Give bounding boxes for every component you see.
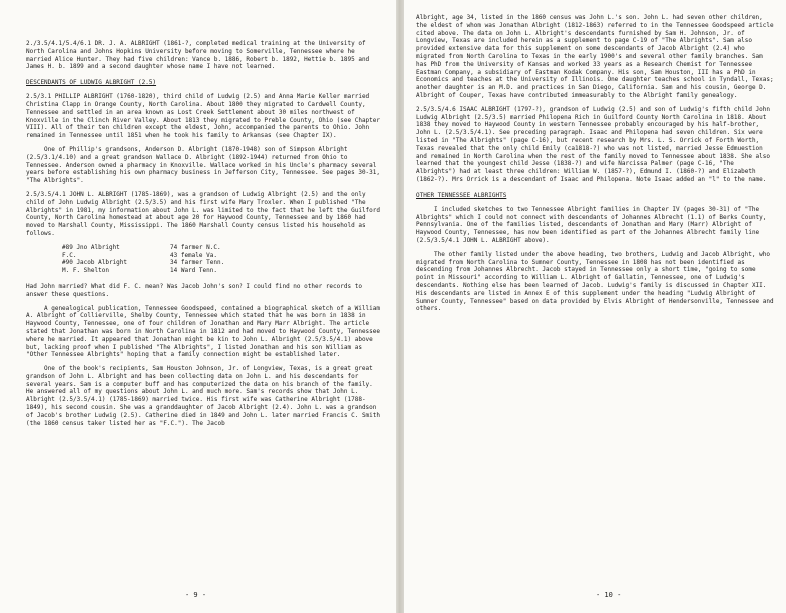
paragraph-grandsons: One of Phillip's grandsons, Anderson D. Albright (1870-1948) son of Simpson Albright (2.5/3.1/4.10) and a great grandson Wallace D. Albright (1892-1944) returned from Ohio to Tennessee. Anderson owned a pharmacy in Knoxville. Wallace worked in his Uncle's pharmacy several years before establishing his own pharmacy business in Jefferson City, Tennessee. See pages 30-31, "The Albrights". — [26, 145, 381, 185]
paragraph-questions: Had John married? What did F. C. mean? Was Jacob John's son? I could find no other records to answer these questions. — [26, 282, 362, 298]
paragraph-ja-albright: 2./3.5/4.1/5.4/6.1 DR. J. A. ALBRIGHT (1861-?, completed medical training at the University of North Carolina and Johns Hopkins University before moving to Somerville, Tennessee where he married Alice Hunter. They had five children: Vance b. 1886, Robert b. 1892, Hettie b. 1895 and James H. b. 1899 and a second daughter whose name I have not learned. — [26, 40, 370, 71]
census-row — [62, 244, 382, 252]
census-name: #89 Jno Albright — [62, 243, 120, 251]
census-name: M. F. Shelton — [62, 267, 109, 275]
paragraph-other-family: The other family listed under the above heading, two brothers, Ludwig and Jacob Albright, who migrated from North Carolina to Sumner County, Tennessee in 1808 has not been identified as descending from Johannes Albrecht. Jacob stayed in Tennessee only a short time, "going to some point in Missouri" according to William L. Albright of Gallatin, Tennessee, one of Ludwig's descendants. Nothing else has been learned of Jacob. Ludwig's family is discussed in Chapter XII. His descendants are listed in Annex E of this supplement under the heading "Ludwig Albright of Sumner County, Tennessee" based on data provided by Elvis Albright of Hendersonville, Tennessee and others. — [416, 250, 774, 313]
paragraph-goodspeed: A genealogical publication, Tennessee Goodspeed, contained a biographical sketch of a William A. Albright of Collierville, Shelby County, Tennessee which stated that he was born in 1838 in Haywood County, Tennessee, one of four children of Jonathan and Mary Marr Albright. The article stated that Jonathan was born in North Carolina in 1812 and had moved to Haywood County, Tennessee where he married. It appeared that Jonathan might be kin to John L. Albright (2.5/3.5/4.1) above but, lacking proof when I published "The Albrights", I listed Jonathan and his son William as "Other Tennessee Albrights" hoping that a family connection might be established later. — [26, 304, 381, 359]
paragraph-john-l-albright: 2.5/3.5/4.1 JOHN L. ALBRIGHT (1785-1869), was a grandson of Ludwig Albright (2.5) and the only child of John Ludwig Albright (2.5/3.5) and his first wife Mary Troxler. When I published "The Albrights" in 1981, my information about John L. was limited to the fact that he left the Guilford County, North Carolina homestead at about age 20 for Haywood County, Tennessee and by 1860 had moved to Marshall County, Mississippi. The 1860 Marshall County census listed his household as follows. — [26, 190, 381, 237]
census-name: F.C. — [62, 251, 77, 259]
section-heading-other-tennessee: OTHER TENNESSEE ALBRIGHTS — [416, 191, 507, 199]
census-table — [62, 244, 382, 275]
census-details: 43 female Va. — [170, 251, 217, 259]
paragraph-isaac-albright: 2.5/3.5/4.6 ISAAC ALBRIGHT (1797-?), grandson of Ludwig (2.5) and son of Ludwig's fifth child John Ludwig Albright (2.5/3.5) married Philopena Rich in Guilford County North Carolina in 1818. About 1838 they moved to Haywood County in western Tennessee probably encouraged by his half-brother, John L. (2.5/3.5/4.1). See preceding paragraph. Isaac and Philopena had seven children. Six were listed in "The Albrights" (page C-16), but recent research by Mrs. L. S. Orrick of Forth Worth, Texas revealed that the only child Emily (ca1818-?) who was not listed, married Jesse Edmuestion and remained in North Carolina when the rest of the family moved to Tennessee about 1838. She also learned that the youngest child Jesse (1838-?) and wife Narcissa Palmer (page C-16, "The Albrights") had at least three children: William W. (1857-?), Edmund I. (1860-?) and Elizabeth (1862-?). Mrs Orrick is a descendant of Isaac and Philopena. Note Isaac added an "l" to the name. — [416, 105, 771, 183]
census-row — [62, 252, 382, 260]
left-column — [26, 40, 382, 433]
book-gutter — [396, 0, 404, 613]
paragraph-jacob-continued: Albright, age 34, listed in the 1860 census was John L.'s son. John L. had seven other children, the eldest of whom was Jonathan Albright (1812-1863) referred to in the Tennessee Goodspeed article cited above. The data on John L. Albright's descendants furnished by Sam H. Johnson, Jr. of Longview, Texas are included herein as a supplement to page C-19 of "The Albrights". Sam also provided extensive data for this supplement on some descendants of Jacob Albright (2.4) who migrated from North Carolina to Texas in the early 1900's and several other family branches. Sam has PhD from the University of Kansas and worked 33 years as a Research Chemist for Tennessee Eastman Company, a subsidiary of Eastman Kodak Company. His son, Sam Houston, III has a PhD in Economics and teaches at the University of Illinois. One daughter teaches school in Tyndall, Texas; another daughter is an M.D. and practices in San Diego, California. Sam and his cousin, George D. Albright of Couper, Texas have contributed immeasurably to the Albright family genealogy. — [416, 14, 774, 99]
section-heading-ludwig: DESCENDANTS OF LUDWIG ALBRIGHT (2.5) — [26, 79, 157, 87]
page-number-left: - 9 - — [185, 591, 207, 599]
right-page — [404, 0, 786, 613]
page-number-right: - 10 - — [596, 591, 622, 599]
census-details: 14 Ward Tenn. — [170, 267, 217, 275]
census-row — [62, 267, 382, 275]
census-row — [62, 259, 382, 267]
paragraph-sketches: I included sketches to two Tennessee Albright families in Chapter IV (pages 30-31) of "The Albrights" which I could not connect with descendants of Johannes Albrecht (1.1) of Berks County, Pennsylvania. One of the families listed, descendants of Jonathan and Mary (Marr) Albright of Haywood County, Tennessee, has now been identified as part of the Johannes Albrecht family line (2.5/3.5/4.1 JOHN L. ALBRIGHT above). — [416, 205, 767, 244]
paragraph-sam-johnson: One of the book's recipients, Sam Houston Johnson, Jr. of Longview, Texas, is a great great grandson of John L. Albright and has been collecting data on John L. and his descendants for several years. Sam is a computer buff and has computerized the data on his branch of the family. He answered all of my questions about John L. and much more. Sam's records show that John L. Albright (2.5/3.5/4.1) (1785-1869) married twice. His first wife was Catherine Albright (1788-1849), his second cousin. She was a granddaughter of Jacob Albright (2.4). John L. was a grandson of Jacob's brother Ludwig (2.5). Catherine died in 1849 and John L. later married Francis C. Smith (the 1860 census taker listed her as "F.C."). The Jacob — [26, 365, 381, 427]
census-name: #90 Jacob Albright — [62, 259, 128, 267]
right-column — [416, 14, 776, 319]
census-details: 74 farmer N.C. — [170, 243, 221, 251]
census-details: 34 farmer Tenn. — [170, 259, 225, 267]
paragraph-phillip-albright: 2.5/3.1 PHILLIP ALBRIGHT (1760-1820), third child of Ludwig (2.5) and Anna Marie Keller married Christina Clapp in Orange County, North Carolina. About 1800 they migrated to Cardwell County, Tennessee and settled in an area known as Lost Creek Settlement about 30 miles northwest of Knoxville in the Clinch River Valley. About 1813 they migrated to Preble County, Ohio (see Chapter VIII). All of their ten children except the eldest, John, accompanied the parents to Ohio. John remained in Tennessee until 1851 when he took his family to Arkansas (see Chapter IX). — [26, 93, 381, 140]
